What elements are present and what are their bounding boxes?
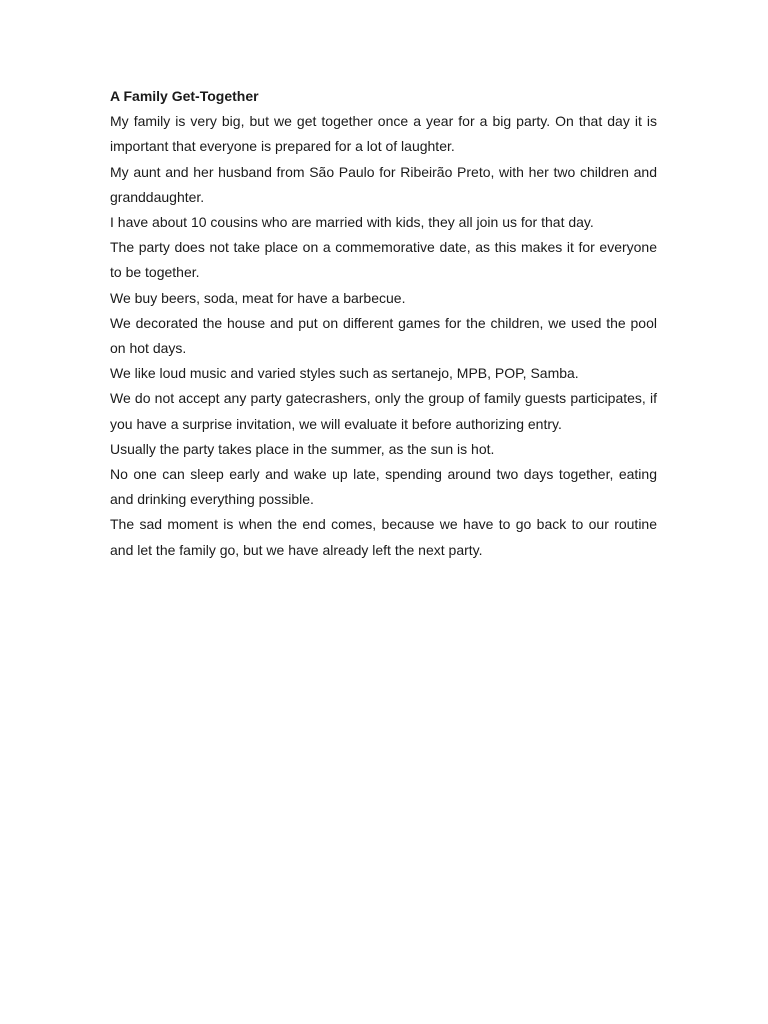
paragraph-7: We like loud music and varied styles such as sertanejo, MPB, POP, Samba. [110,365,579,382]
paragraph-5: We buy beers, soda, meat for have a barbecue. [110,289,406,306]
paragraph-1: My family is very big, but we get together once a year for a big party. On that day it is important that everyone is prepared for a lot of laughter. [110,113,657,155]
paragraph-6: We decorated the house and put on different games for the children, we used the pool on hot days. [110,314,657,357]
paragraph-3: I have about 10 cousins who are married with kids, they all join us for that day. [110,214,594,231]
paragraph-2: My aunt and her husband from São Paulo for Ribeirão Preto, with her two children and granddaughter. [110,163,657,205]
document-page [110,84,657,563]
paragraph-10: No one can sleep early and wake up late, spending around two days together, eating and drinking everything possible. [110,466,657,508]
document-title: A Family Get-Together [110,88,259,104]
paragraph-4: The party does not take place on a commemorative date, as this makes it for everyone to be together. [110,239,657,281]
paragraph-8: We do not accept any party gatecrashers, only the group of family guests participates, if you have a surprise invitation, we will evaluate it before authorizing entry. [110,390,657,432]
paragraph-11: The sad moment is when the end comes, because we have to go back to our routine and let the family go, but we have already left the next party. [110,516,657,558]
paragraph-9: Usually the party takes place in the summer, as the sun is hot. [110,440,495,457]
